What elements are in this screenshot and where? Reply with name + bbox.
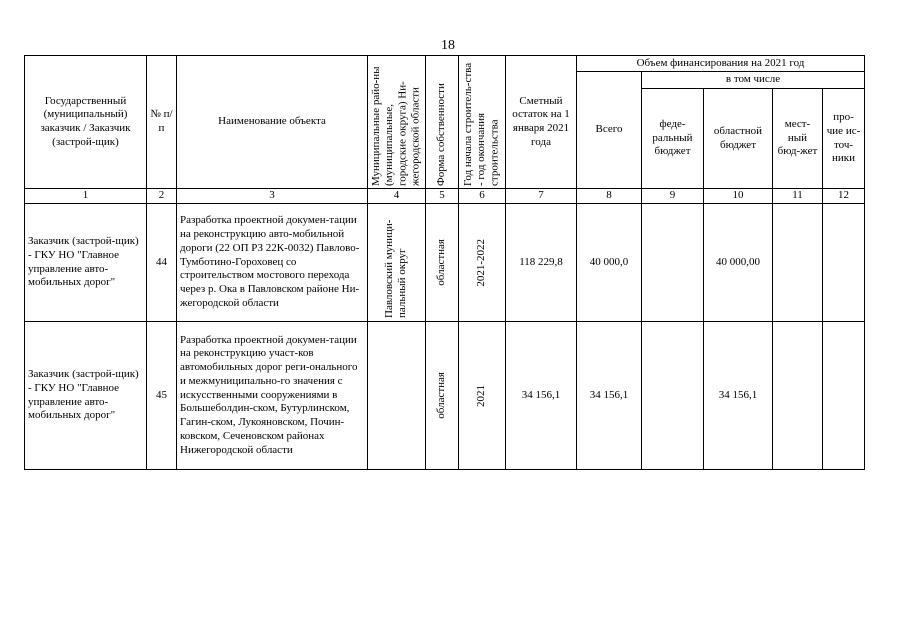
row-object-name: Разработка проектной докумен-тации на реконструкцию участ-ков автомобильных дорог реги-онального и межмуниципально-го значения с искусственными сооружениями в Большеболдин-ском, Бутурлинском, Гагин-ском, Лукояновском, Почин-ковском, Сеченовском районах Нижегородской области [177, 322, 368, 470]
table-row [25, 204, 865, 322]
header-ownership: Форма собственности [435, 83, 448, 186]
header-funding-group: Объем финансирования на 2021 год [577, 56, 865, 72]
header-regional: областной бюджет [704, 89, 773, 189]
header-other: про-чие ис-точ-ники [823, 89, 865, 189]
column-number: 3 [177, 189, 368, 204]
column-number: 1 [25, 189, 147, 204]
header-federal: феде-ральный бюджет [642, 89, 704, 189]
row-other [823, 322, 865, 470]
row-ownership-cell [426, 322, 459, 470]
column-number: 9 [642, 189, 704, 204]
table-row [25, 322, 865, 470]
row-municipality-cell [368, 322, 426, 470]
column-number: 2 [147, 189, 177, 204]
column-number: 6 [459, 189, 506, 204]
row-federal [642, 204, 704, 322]
row-customer: Заказчик (застрой-щик) - ГКУ НО "Главное управление авто-мобильных дорог" [25, 204, 147, 322]
row-years-cell [459, 204, 506, 322]
row-customer: Заказчик (застрой-щик) - ГКУ НО "Главное управление авто-мобильных дорог" [25, 322, 147, 470]
column-number: 11 [773, 189, 823, 204]
column-number: 8 [577, 189, 642, 204]
column-number: 7 [506, 189, 577, 204]
header-object-name: Наименование объекта [177, 56, 368, 189]
column-numbers-row [25, 189, 865, 204]
row-ownership: областная [435, 239, 448, 286]
header-customer: Государственный (муниципальный) заказчик / Заказчик (застрой-щик) [25, 56, 147, 189]
row-regional: 40 000,00 [704, 204, 773, 322]
column-number: 10 [704, 189, 773, 204]
row-ownership: областная [435, 372, 448, 419]
financing-table [24, 55, 865, 470]
row-municipality: Павловский муници-пальный округ [383, 219, 409, 318]
column-number: 12 [823, 189, 865, 204]
header-num: № п/п [147, 56, 177, 189]
row-years: 2021 [475, 384, 488, 407]
header-years-cell [459, 56, 506, 189]
header-years: Год начала строитель-ства - год окончания строительства [462, 62, 501, 186]
row-years-cell [459, 322, 506, 470]
row-regional: 34 156,1 [704, 322, 773, 470]
header-balance: Сметный остаток на 1 января 2021 года [506, 56, 577, 189]
row-years: 2021-2022 [475, 238, 488, 287]
header-municipality: Муниципальные райо-ны (муниципальные, городские округа) Ни-жегородской области [370, 66, 422, 186]
column-number: 5 [426, 189, 459, 204]
row-local [773, 204, 823, 322]
header-including: в том числе [642, 72, 865, 89]
header-municipality-cell [368, 56, 426, 189]
column-number: 4 [368, 189, 426, 204]
row-num: 45 [147, 322, 177, 470]
row-balance: 34 156,1 [506, 322, 577, 470]
row-balance: 118 229,8 [506, 204, 577, 322]
row-total: 40 000,0 [577, 204, 642, 322]
header-total: Всего [577, 72, 642, 189]
row-num: 44 [147, 204, 177, 322]
page-number: 18 [441, 38, 455, 53]
row-object-name: Разработка проектной докумен-тации на реконструкцию авто-мобильной дороги (22 ОП РЗ 22К-0032) Павлово-Тумботино-Гороховец со строительством мостового перехода через р. Ока в Павловском районе Ни-жегородской области [177, 204, 368, 322]
row-ownership-cell [426, 204, 459, 322]
header-local: мест-ный бюд-жет [773, 89, 823, 189]
row-federal [642, 322, 704, 470]
row-total: 34 156,1 [577, 322, 642, 470]
row-other [823, 204, 865, 322]
row-municipality-cell [368, 204, 426, 322]
row-local [773, 322, 823, 470]
header-ownership-cell [426, 56, 459, 189]
